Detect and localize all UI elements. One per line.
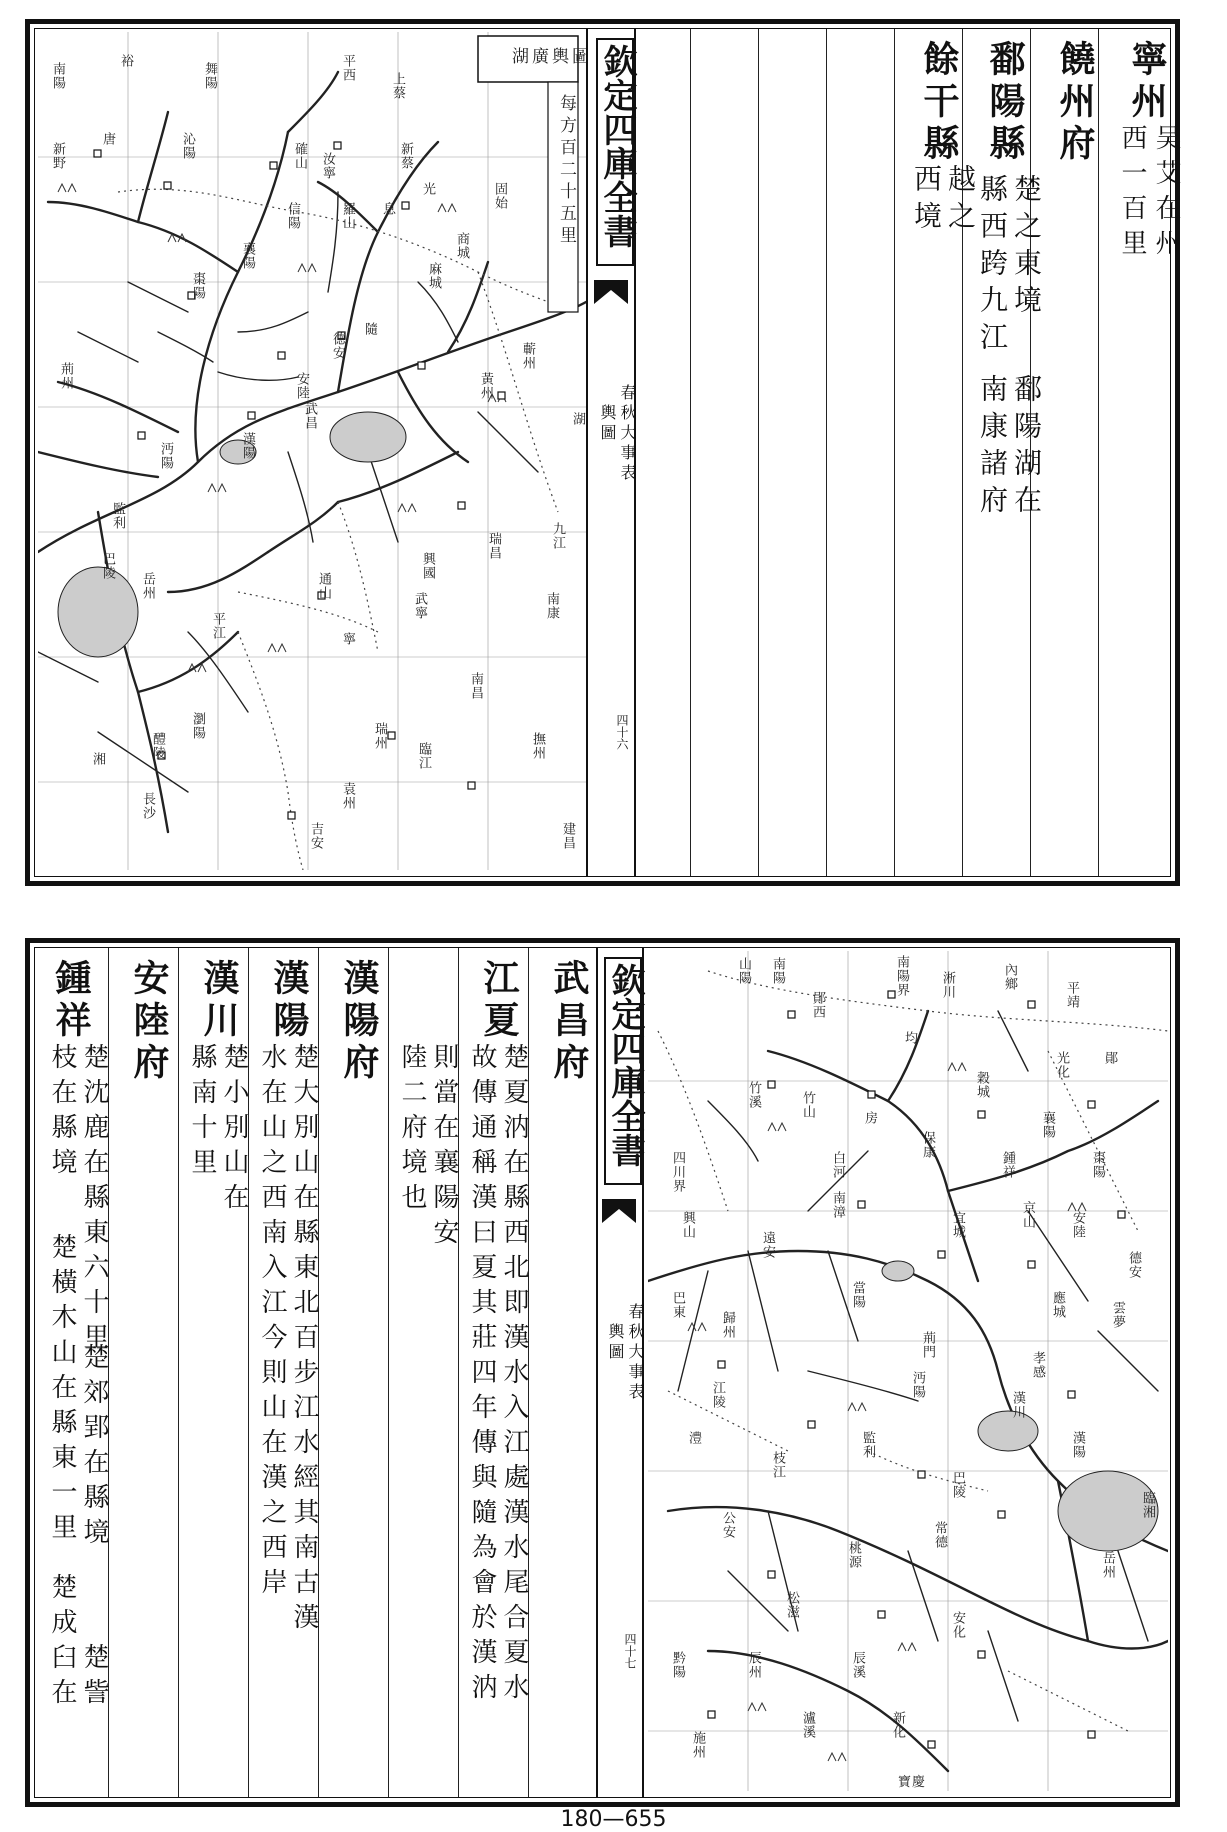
map-label: 孝感 <box>1030 1351 1045 1379</box>
map-label: 監利 <box>110 502 125 530</box>
map-label: 寧 <box>340 632 355 646</box>
map-label: 荊門 <box>920 1331 935 1359</box>
col-rule <box>388 947 389 1798</box>
map-label: 上蔡 <box>390 72 405 100</box>
map-label: 九江 <box>550 522 565 550</box>
top-page-panel <box>25 19 1180 886</box>
map-label: 吉安 <box>308 822 323 850</box>
map-label: 南陽 <box>50 62 65 90</box>
page-number: 四十七 <box>623 1633 637 1669</box>
map-label: 房 <box>862 1111 877 1125</box>
col-rule <box>894 28 895 877</box>
map-label: 新化 <box>890 1711 905 1739</box>
map-label: 平西 <box>340 54 355 82</box>
entry-heading: 江夏 <box>478 959 520 1043</box>
map-scale-note: 每方百二十五里 <box>556 94 576 248</box>
col-rule <box>826 28 827 877</box>
map-label: 辰州 <box>746 1651 761 1679</box>
book-title-box <box>604 957 645 1185</box>
book-title: 欽定四庫全書 <box>605 963 645 1167</box>
entry-note: 楚大別山在縣東北百步江水經其南古漢 <box>289 1043 319 1638</box>
map-huguang-drawing <box>38 32 586 870</box>
entry-note: 則當在襄陽安 <box>429 1043 459 1253</box>
map-label: 辰溪 <box>850 1651 865 1679</box>
map-label: 鄖 <box>1102 1051 1117 1065</box>
map-label: 沔陽 <box>158 442 173 470</box>
entry-note: 楚之東境 <box>1010 174 1043 322</box>
map-label: 瀘溪 <box>800 1711 815 1739</box>
bottom-page-panel <box>25 938 1180 1807</box>
entry-note: 楚沈鹿在縣東六十里 <box>79 1043 109 1358</box>
map-label: 當陽 <box>850 1281 865 1309</box>
map-label: 沔陽 <box>910 1371 925 1399</box>
entry-note: 楚橫木山在縣東一里 <box>47 1233 77 1548</box>
entry-note: 南康諸府 <box>976 374 1009 522</box>
map-label: 唐 <box>100 132 115 146</box>
map-label: 巴陵 <box>950 1471 965 1499</box>
map-label: 通山 <box>316 572 331 600</box>
map-label: 固始 <box>492 182 507 210</box>
entry-heading: 鄱陽縣 <box>984 40 1026 166</box>
entry-note: 楚郊郢在縣境 <box>79 1343 109 1553</box>
map-label: 長沙 <box>140 792 155 820</box>
entry-note: 越之 <box>944 164 977 238</box>
map-label: 德安 <box>1126 1251 1141 1279</box>
entry-note: 楚夏汭在縣西北即漢水入江處漢水尾合夏水 <box>499 1043 529 1708</box>
map-label: 安陸 <box>294 372 309 400</box>
map-label: 汝寧 <box>320 152 335 180</box>
map-label: 保康 <box>920 1131 935 1159</box>
entry-note: 吴艾在州 <box>1151 124 1181 264</box>
map-label: 光 <box>420 182 435 196</box>
map-label: 臨江 <box>416 742 431 770</box>
map-label: 漢陽 <box>1070 1431 1085 1459</box>
entry-heading: 武昌府 <box>548 959 590 1085</box>
entry-heading: 餘干縣 <box>918 40 960 166</box>
map-label: 沁陽 <box>180 132 195 160</box>
map-label: 臨湘 <box>1140 1491 1155 1519</box>
section-label: 輿圖 <box>606 1323 625 1363</box>
map-label: 枝江 <box>770 1451 785 1479</box>
map-label: 鍾祥 <box>1000 1151 1015 1179</box>
map-label: 岳州 <box>140 572 155 600</box>
series-label: 春秋大事表 <box>626 1303 645 1403</box>
map-label: 建昌 <box>560 822 575 850</box>
map-label: 息 <box>380 202 395 216</box>
map-label: 平江 <box>210 612 225 640</box>
map-label: 山陽 <box>736 957 751 985</box>
map-title: 湖廣輿圖 <box>512 47 592 67</box>
map-label: 澧 <box>686 1431 701 1445</box>
map-label: 醴陵 <box>150 732 165 760</box>
entry-note: 楚成臼在 <box>47 1573 77 1713</box>
map-label: 隨 <box>362 322 377 336</box>
col-rule <box>690 28 691 877</box>
map-label: 麻城 <box>426 262 441 290</box>
map-label: 光化 <box>1054 1051 1069 1079</box>
map-label: 羅山 <box>340 202 355 230</box>
entry-heading: 漢川 <box>198 959 240 1043</box>
map-label: 棗陽 <box>190 272 205 300</box>
map-label: 鄖西 <box>810 991 825 1019</box>
entry-note: 水在山之西南入江今則山在漢之西岸 <box>257 1043 287 1603</box>
map-label: 平靖 <box>1064 981 1079 1009</box>
map-label: 撫州 <box>530 732 545 760</box>
map-label: 桃源 <box>846 1541 861 1569</box>
map-label: 監利 <box>860 1431 875 1459</box>
map-label: 興國 <box>420 552 435 580</box>
map-label: 安化 <box>950 1611 965 1639</box>
entry-heading: 饒州府 <box>1054 40 1096 166</box>
map-label: 瀏陽 <box>190 712 205 740</box>
map-label: 瑞昌 <box>486 532 501 560</box>
map-label: 宜城 <box>950 1211 965 1239</box>
map-label: 武昌 <box>302 402 317 430</box>
map-label: 巴東 <box>670 1291 685 1319</box>
entry-heading: 寧州 <box>1126 40 1168 124</box>
spine-left-rule <box>596 947 598 1798</box>
entry-note: 縣西跨九江 <box>976 174 1009 359</box>
map-label: 漢陽 <box>240 432 255 460</box>
section-label: 輿圖 <box>598 404 617 444</box>
map-label: 袁州 <box>340 782 355 810</box>
series-label: 春秋大事表 <box>618 384 637 484</box>
map-label: 京山 <box>1020 1201 1035 1229</box>
map-label: 棗陽 <box>1090 1151 1105 1179</box>
map-label: 黃州 <box>478 372 493 400</box>
page-number: 四十六 <box>615 714 629 750</box>
entry-note: 故傳通稱漢曰夏其莊四年傳與隨為會於漢汭 <box>467 1043 497 1708</box>
map-label: 穀城 <box>974 1071 989 1099</box>
map-label: 裕 <box>118 54 133 68</box>
map-label: 施州 <box>690 1731 705 1759</box>
fishtail-mark <box>594 280 628 304</box>
map-label: 白河 <box>830 1151 845 1179</box>
map-label: 南康 <box>544 592 559 620</box>
map-label: 信陽 <box>285 202 300 230</box>
entry-note: 陸二府境也 <box>397 1043 427 1218</box>
map-label: 均 <box>902 1031 917 1045</box>
entry-heading: 漢陽府 <box>338 959 380 1085</box>
map-label: 雲夢 <box>1110 1301 1125 1329</box>
map-label: 瑞州 <box>372 722 387 750</box>
map-label: 南漳 <box>830 1191 845 1219</box>
map-label: 新野 <box>50 142 65 170</box>
map-label: 淅川 <box>940 971 955 999</box>
entry-note: 西境 <box>910 164 943 238</box>
col-rule <box>178 947 179 1798</box>
map-label: 襄陽 <box>1040 1111 1055 1139</box>
entry-heading: 安陸府 <box>128 959 170 1085</box>
entry-note: 縣南十里 <box>187 1043 217 1183</box>
map-label: 南陽 <box>770 957 785 985</box>
map-label: 常德 <box>932 1521 947 1549</box>
map-huguang <box>38 32 592 870</box>
map-label: 湘 <box>90 752 105 766</box>
map-label: 武寧 <box>412 592 427 620</box>
map-label: 德安 <box>330 332 345 360</box>
map-label: 漢川 <box>1010 1391 1025 1419</box>
col-rule <box>758 28 759 877</box>
entry-note: 西一百里 <box>1117 124 1147 264</box>
entry-note: 枝在縣境 <box>47 1043 77 1183</box>
map-label: 確山 <box>292 142 307 170</box>
map-label: 安陸 <box>1070 1211 1085 1239</box>
entry-heading: 漢陽 <box>268 959 310 1043</box>
entry-note: 楚訾 <box>79 1643 109 1713</box>
map-label: 公安 <box>720 1511 735 1539</box>
map-label: 竹溪 <box>746 1081 761 1109</box>
map-label: 竹山 <box>800 1091 815 1119</box>
map-label: 南陽界 <box>894 955 909 997</box>
map-label: 遠安 <box>760 1231 775 1259</box>
map-label: 內鄉 <box>1002 963 1017 991</box>
map-label: 四川界 <box>670 1151 685 1193</box>
map-label: 興山 <box>680 1211 695 1239</box>
map-label: 松滋 <box>784 1591 799 1619</box>
map-label: 岳州 <box>1100 1551 1115 1579</box>
book-title: 欽定四庫全書 <box>597 44 637 248</box>
map-label: 舞陽 <box>202 62 217 90</box>
map-label: 湖 <box>570 412 585 426</box>
entry-note: 鄱陽湖在 <box>1010 374 1043 522</box>
map-label: 應城 <box>1050 1291 1065 1319</box>
map-label: 襄陽 <box>240 242 255 270</box>
footer-page-ref: 180—655 <box>560 1807 667 1832</box>
map-label: 商城 <box>454 232 469 260</box>
map-hubei <box>648 951 1168 1791</box>
map-label: 江陵 <box>710 1381 725 1409</box>
spine-left-rule <box>586 28 588 877</box>
map-label: 寶慶 <box>898 1775 927 1790</box>
map-label: 蘄州 <box>520 342 535 370</box>
map-label: 巴陵 <box>100 552 115 580</box>
map-label: 黔陽 <box>670 1651 685 1679</box>
book-title-box <box>596 38 637 266</box>
map-label: 南昌 <box>468 672 483 700</box>
fishtail-mark <box>602 1199 636 1223</box>
entry-note: 楚小別山在 <box>219 1043 249 1218</box>
map-label: 新蔡 <box>398 142 413 170</box>
map-label: 荊州 <box>58 362 73 390</box>
map-label: 歸州 <box>720 1311 735 1339</box>
entry-heading: 鍾祥 <box>50 959 92 1043</box>
